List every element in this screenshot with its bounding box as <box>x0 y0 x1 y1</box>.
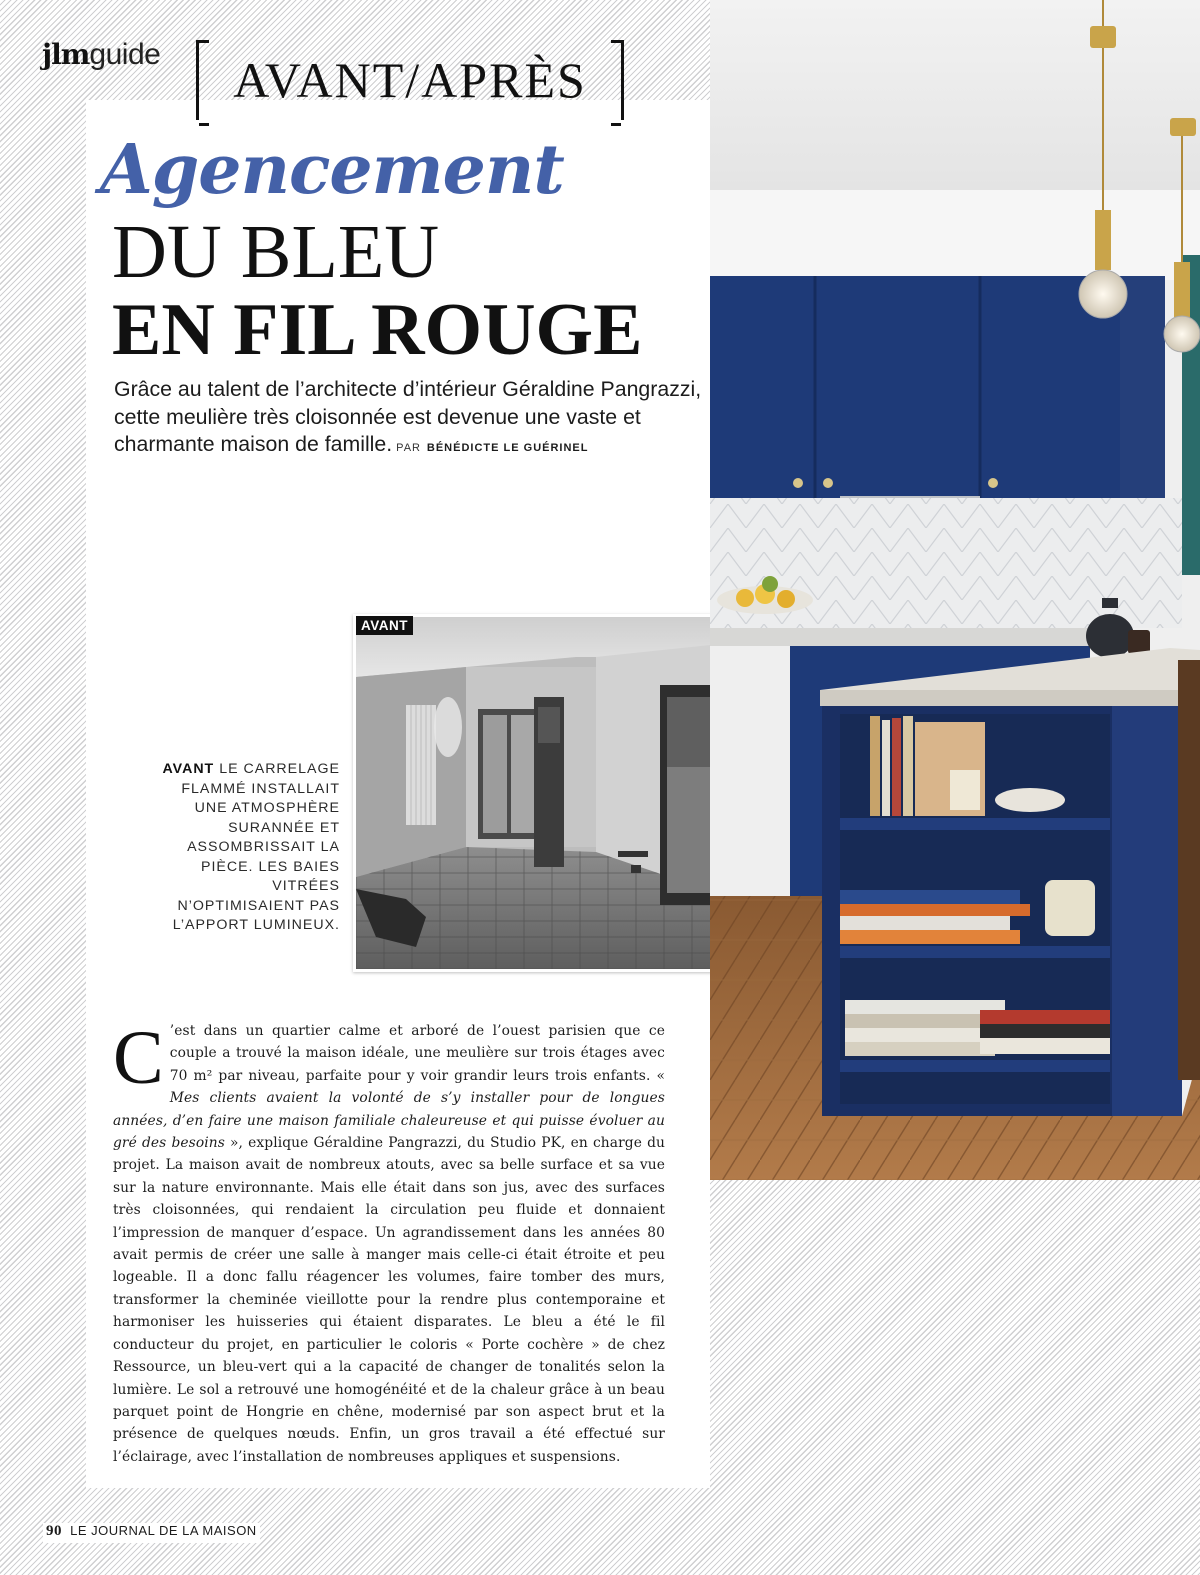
page-footer <box>43 1523 260 1543</box>
after-photo <box>710 0 1200 1180</box>
title-line-2: DU BLEU <box>112 210 440 294</box>
drop-cap: C <box>113 1016 164 1100</box>
article-body <box>113 1016 665 1468</box>
magazine-name: LE JOURNAL DE LA MAISON <box>70 1523 257 1538</box>
section-label <box>196 40 624 120</box>
kitchen-photo-image <box>710 0 1200 1180</box>
title-line-3: EN FIL ROUGE <box>112 289 643 371</box>
section-title: AVANT/APRÈS <box>233 52 587 108</box>
title-line-1: Agencement <box>100 130 564 210</box>
body-part-1: ’est dans un quartier calme et arboré de l’ouest parisien que ce couple a trouvé la maison idéale, une meulière sur trois étages avec 70 m² par niveau, parfaite pour y voir grandir leurs trois enfants. « <box>169 1023 665 1084</box>
lede-text: Grâce au talent de l’architecte d’intérieur Géraldine Pangrazzi, cette meulière très cloisonnée est devenue une vaste et charmante maison de famille. <box>114 377 702 456</box>
body-quote: Mes clients avaient la volonté de s’y installer pour de longues années, d’en faire une maison familiale chaleureuse et qui puisse évoluer au gré des besoins <box>113 1090 665 1152</box>
before-tag: AVANT <box>356 616 413 635</box>
page-number: 90 <box>46 1523 62 1539</box>
brand-light: guide <box>89 38 161 71</box>
caption-lead: AVANT <box>162 761 215 777</box>
brand-logo <box>42 38 160 78</box>
byline-author: BÉNÉDICTE LE GUÉRINEL <box>426 442 589 454</box>
caption-text: LE CARRELAGE FLAMMÉ INSTALLAIT UNE ATMOSPHÈRE SURANNÉE ET ASSOMBRISSAIT LA PIÈCE. LES BAIES VITRÉES N’OPTIMISAIENT PAS L’APPORT LUMINEUX. <box>172 761 340 933</box>
byline-label: PAR <box>396 442 421 454</box>
lede <box>114 376 704 463</box>
brand-bold: jlm <box>42 38 90 71</box>
before-caption <box>150 760 340 936</box>
body-part-2: », explique Géraldine Pangrazzi, du Studio PK, en charge du projet. La maison avait de nombreux atouts, avec sa belle surface et sa vue sur la nature environnante. Mais elle était dans son jus, avec des surfaces très cloisonnées, qui rendaient la circulation peu fluide et donnaient l’impression de manquer d’espace. Un agrandissement dans les années 80 avait permis de créer une salle à manger mais celle-ci était étroite et peu logeable. Il a donc fallu réagencer les volumes, faire tomber des murs, transformer la cheminée vieillotte pour la rendre plus contemporaine et harmoniser les huisseries qui étaient disparates. Le bleu a été le fil conducteur du projet, en particulier le coloris « Porte cochère » de chez Ressource, un bleu-vert qui a la capacité de changer de tonalités selon la lumière. Le sol a retrouvé une homogénéité et de la chaleur grâce à un beau parquet point de Hongrie en chêne, modernisé par son aspect brut et la présence de quelques nœuds. Enfin, un gros travail a été effectué sur l’éclairage, avec l’installation de nombreuses appliques et suspensions. <box>113 1135 665 1465</box>
